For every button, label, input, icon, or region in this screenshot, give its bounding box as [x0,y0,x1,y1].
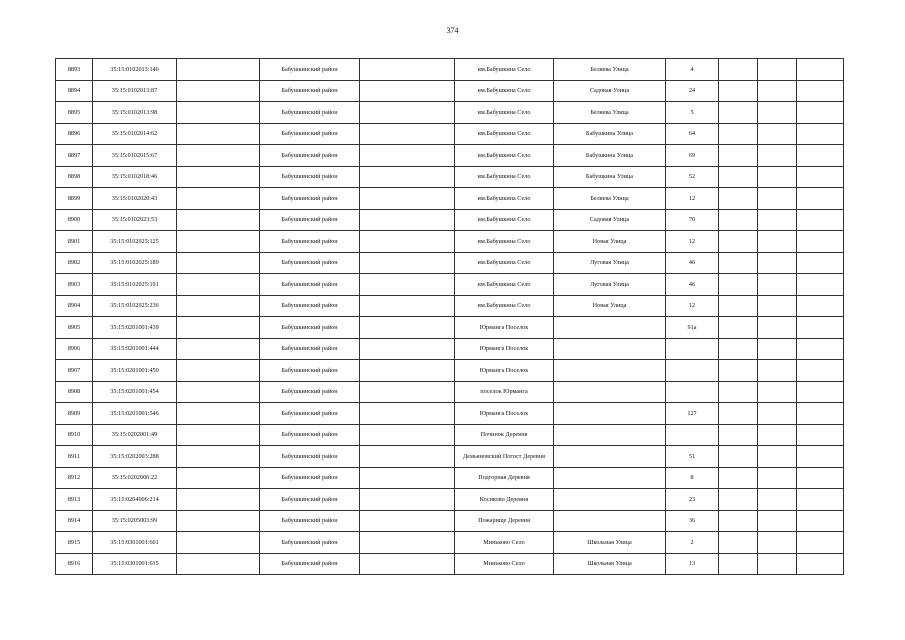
settlement-cell: им.Бабушкина Село [455,145,554,167]
house-number-cell: 70 [666,209,719,231]
settlement-cell: Косиково Деревня [455,489,554,511]
empty-cell [719,338,758,360]
empty-cell [797,295,844,317]
row-number-cell: 8908 [56,381,93,403]
empty-cell [758,252,797,274]
settlement-cell: Юрманга Поселок [455,403,554,425]
street-cell: Школьная Улица [554,553,666,575]
empty-cell [360,532,455,554]
empty-cell [177,295,260,317]
empty-cell [719,252,758,274]
table-row [56,532,844,554]
street-cell [554,510,666,532]
empty-cell [360,381,455,403]
empty-cell [758,317,797,339]
empty-cell [758,532,797,554]
empty-cell [177,424,260,446]
house-number-cell: 51 [666,446,719,468]
table-row [56,403,844,425]
row-number-cell: 8906 [56,338,93,360]
empty-cell [758,231,797,253]
empty-cell [719,424,758,446]
empty-cell [758,295,797,317]
table-row [56,489,844,511]
table-row [56,317,844,339]
house-number-cell: 52 [666,166,719,188]
cadastral-number-cell: 35:15:0301001:615 [93,553,177,575]
empty-cell [360,424,455,446]
row-number-cell: 8911 [56,446,93,468]
empty-cell [797,317,844,339]
settlement-cell: им.Бабушкина Село [455,231,554,253]
row-number-cell: 8901 [56,231,93,253]
settlement-cell: им.Бабушкина Село [455,102,554,124]
cadastral-number-cell: 35:15:0301001:601 [93,532,177,554]
house-number-cell: 46 [666,274,719,296]
empty-cell [797,80,844,102]
empty-cell [177,123,260,145]
empty-cell [758,274,797,296]
row-number-cell: 8898 [56,166,93,188]
cadastral-number-cell: 35:15:0201001:546 [93,403,177,425]
settlement-cell: им.Бабушкина Село [455,188,554,210]
street-cell: Школьная Улица [554,532,666,554]
empty-cell [177,145,260,167]
settlement-cell: Миньково Село [455,532,554,554]
cadastral-number-cell: 35:15:0205003:99 [93,510,177,532]
empty-cell [797,166,844,188]
row-number-cell: 8907 [56,360,93,382]
district-cell: Бабушкинский район [260,553,360,575]
empty-cell [719,489,758,511]
settlement-cell: Юрманга Поселок [455,317,554,339]
row-number-cell: 8900 [56,209,93,231]
house-number-cell: 12 [666,231,719,253]
empty-cell [719,403,758,425]
table-row [56,274,844,296]
cadastral-number-cell: 35:15:0201001:450 [93,360,177,382]
house-number-cell [666,360,719,382]
house-number-cell: 2 [666,532,719,554]
street-cell: Бабушкина Улица [554,123,666,145]
settlement-cell: им.Бабушкина Село [455,295,554,317]
empty-cell [360,360,455,382]
row-number-cell: 8916 [56,553,93,575]
empty-cell [758,510,797,532]
district-cell: Бабушкинский район [260,80,360,102]
house-number-cell: 127 [666,403,719,425]
street-cell: Садовая Улица [554,80,666,102]
empty-cell [177,252,260,274]
table-row [56,209,844,231]
cadastral-number-cell: 35:15:0102013:98 [93,102,177,124]
street-cell [554,424,666,446]
street-cell: Бабушкина Улица [554,145,666,167]
row-number-cell: 8905 [56,317,93,339]
row-number-cell: 8896 [56,123,93,145]
registry-table [55,58,844,575]
cadastral-number-cell: 35:15:0102020:43 [93,188,177,210]
empty-cell [797,188,844,210]
empty-cell [360,123,455,145]
empty-cell [177,166,260,188]
empty-cell [797,467,844,489]
empty-cell [719,532,758,554]
empty-cell [719,80,758,102]
table-row [56,252,844,274]
empty-cell [360,489,455,511]
empty-cell [758,188,797,210]
settlement-cell: Пожарище Деревня [455,510,554,532]
street-cell: Беляева Улица [554,188,666,210]
table-row [56,381,844,403]
empty-cell [177,446,260,468]
district-cell: Бабушкинский район [260,510,360,532]
empty-cell [797,360,844,382]
street-cell: Луговая Улица [554,252,666,274]
empty-cell [360,467,455,489]
table-row [56,188,844,210]
district-cell: Бабушкинский район [260,532,360,554]
street-cell: Беляева Улица [554,59,666,81]
cadastral-number-cell: 35:15:0202001:49 [93,424,177,446]
cadastral-number-cell: 35:15:0204006:214 [93,489,177,511]
empty-cell [177,274,260,296]
empty-cell [797,59,844,81]
settlement-cell: им.Бабушкина Село [455,123,554,145]
empty-cell [719,231,758,253]
district-cell: Бабушкинский район [260,338,360,360]
empty-cell [797,510,844,532]
cadastral-number-cell: 35:15:0102014:62 [93,123,177,145]
cadastral-number-cell: 35:15:0102013:146 [93,59,177,81]
empty-cell [797,338,844,360]
empty-cell [177,209,260,231]
empty-cell [360,553,455,575]
district-cell: Бабушкинский район [260,489,360,511]
row-number-cell: 8899 [56,188,93,210]
table-row [56,467,844,489]
empty-cell [360,166,455,188]
empty-cell [758,446,797,468]
empty-cell [360,446,455,468]
district-cell: Бабушкинский район [260,274,360,296]
empty-cell [177,553,260,575]
settlement-cell: Юрманга Поселок [455,360,554,382]
empty-cell [177,381,260,403]
empty-cell [797,381,844,403]
street-cell: Садовая Улица [554,209,666,231]
empty-cell [758,145,797,167]
cadastral-number-cell: 35:15:0102023:53 [93,209,177,231]
house-number-cell: 91а [666,317,719,339]
empty-cell [719,553,758,575]
empty-cell [758,59,797,81]
empty-cell [758,80,797,102]
empty-cell [177,360,260,382]
row-number-cell: 8902 [56,252,93,274]
table-row [56,553,844,575]
empty-cell [797,446,844,468]
empty-cell [758,403,797,425]
table-row [56,102,844,124]
empty-cell [719,510,758,532]
district-cell: Бабушкинский район [260,403,360,425]
empty-cell [719,145,758,167]
cadastral-number-cell: 35:15:0102025:191 [93,274,177,296]
cadastral-number-cell: 35:15:0102025:189 [93,252,177,274]
table-row [56,80,844,102]
house-number-cell: 36 [666,510,719,532]
cadastral-number-cell: 35:15:0202006:22 [93,467,177,489]
house-number-cell: 4 [666,59,719,81]
empty-cell [797,532,844,554]
empty-cell [797,123,844,145]
empty-cell [797,145,844,167]
row-number-cell: 8915 [56,532,93,554]
empty-cell [797,102,844,124]
row-number-cell: 8897 [56,145,93,167]
empty-cell [360,231,455,253]
empty-cell [758,424,797,446]
empty-cell [719,317,758,339]
settlement-cell: им.Бабушкина Село [455,274,554,296]
empty-cell [177,80,260,102]
house-number-cell [666,424,719,446]
street-cell: Беляева Улица [554,102,666,124]
table-row [56,59,844,81]
empty-cell [758,209,797,231]
empty-cell [758,360,797,382]
empty-cell [758,123,797,145]
empty-cell [360,274,455,296]
row-number-cell: 8903 [56,274,93,296]
empty-cell [758,102,797,124]
empty-cell [719,209,758,231]
settlement-cell: Миньково Село [455,553,554,575]
row-number-cell: 8912 [56,467,93,489]
table-row [56,510,844,532]
row-number-cell: 8910 [56,424,93,446]
district-cell: Бабушкинский район [260,467,360,489]
empty-cell [177,467,260,489]
empty-cell [360,59,455,81]
empty-cell [797,489,844,511]
cadastral-number-cell: 35:15:0102018:46 [93,166,177,188]
row-number-cell: 8914 [56,510,93,532]
table-row [56,231,844,253]
empty-cell [177,510,260,532]
street-cell [554,381,666,403]
district-cell: Бабушкинский район [260,209,360,231]
settlement-cell: им.Бабушкина Село [455,209,554,231]
empty-cell [360,338,455,360]
empty-cell [758,489,797,511]
house-number-cell: 23 [666,489,719,511]
empty-cell [719,381,758,403]
settlement-cell: Подгорная Деревня [455,467,554,489]
district-cell: Бабушкинский район [260,252,360,274]
empty-cell [360,403,455,425]
table-row [56,424,844,446]
cadastral-number-cell: 35:15:0201001:454 [93,381,177,403]
house-number-cell: 12 [666,188,719,210]
settlement-cell: им.Бабушкина Село [455,166,554,188]
house-number-cell [666,381,719,403]
empty-cell [360,145,455,167]
street-cell [554,446,666,468]
empty-cell [177,532,260,554]
table-row [56,295,844,317]
empty-cell [719,102,758,124]
empty-cell [758,553,797,575]
district-cell: Бабушкинский район [260,295,360,317]
empty-cell [719,59,758,81]
house-number-cell: 24 [666,80,719,102]
empty-cell [797,424,844,446]
empty-cell [360,317,455,339]
house-number-cell: 13 [666,553,719,575]
empty-cell [177,317,260,339]
empty-cell [360,295,455,317]
house-number-cell: 64 [666,123,719,145]
empty-cell [797,252,844,274]
house-number-cell: 8 [666,467,719,489]
street-cell [554,360,666,382]
table-row [56,446,844,468]
street-cell [554,403,666,425]
district-cell: Бабушкинский район [260,231,360,253]
cadastral-number-cell: 35:15:0201001:439 [93,317,177,339]
empty-cell [758,338,797,360]
empty-cell [177,231,260,253]
district-cell: Бабушкинский район [260,102,360,124]
cadastral-number-cell: 35:15:0102025:125 [93,231,177,253]
street-cell [554,489,666,511]
empty-cell [719,467,758,489]
empty-cell [360,209,455,231]
empty-cell [360,102,455,124]
street-cell [554,317,666,339]
cadastral-number-cell: 35:15:0102013:87 [93,80,177,102]
empty-cell [797,209,844,231]
house-number-cell [666,338,719,360]
registry-body [56,59,844,575]
table-row [56,123,844,145]
street-cell [554,467,666,489]
empty-cell [177,102,260,124]
house-number-cell: 12 [666,295,719,317]
empty-cell [719,446,758,468]
district-cell: Бабушкинский район [260,381,360,403]
empty-cell [719,295,758,317]
cadastral-number-cell: 35:15:0102015:67 [93,145,177,167]
district-cell: Бабушкинский район [260,317,360,339]
settlement-cell: Починок Деревня [455,424,554,446]
empty-cell [758,467,797,489]
district-cell: Бабушкинский район [260,446,360,468]
page-number: 374 [446,26,459,35]
table-row [56,145,844,167]
district-cell: Бабушкинский район [260,360,360,382]
empty-cell [797,553,844,575]
row-number-cell: 8894 [56,80,93,102]
cadastral-number-cell: 35:15:0102025:236 [93,295,177,317]
empty-cell [360,80,455,102]
row-number-cell: 8904 [56,295,93,317]
table-row [56,338,844,360]
empty-cell [758,166,797,188]
street-cell: Новая Улица [554,295,666,317]
empty-cell [719,274,758,296]
empty-cell [360,510,455,532]
house-number-cell: 46 [666,252,719,274]
settlement-cell: им.Бабушкина Село [455,59,554,81]
house-number-cell: 69 [666,145,719,167]
settlement-cell: Юрманга Поселок [455,338,554,360]
district-cell: Бабушкинский район [260,424,360,446]
street-cell: Бабушкина Улица [554,166,666,188]
district-cell: Бабушкинский район [260,59,360,81]
empty-cell [177,59,260,81]
district-cell: Бабушкинский район [260,123,360,145]
empty-cell [719,166,758,188]
street-cell: Новая Улица [554,231,666,253]
empty-cell [177,188,260,210]
row-number-cell: 8893 [56,59,93,81]
table-row [56,166,844,188]
empty-cell [719,360,758,382]
empty-cell [177,403,260,425]
settlement-cell: им.Бабушкина Село [455,252,554,274]
empty-cell [719,123,758,145]
settlement-cell: Демьяновский Погост Деревня [455,446,554,468]
street-cell: Луговая Улица [554,274,666,296]
empty-cell [797,231,844,253]
empty-cell [360,188,455,210]
empty-cell [177,489,260,511]
empty-cell [719,188,758,210]
row-number-cell: 8895 [56,102,93,124]
empty-cell [758,381,797,403]
empty-cell [360,252,455,274]
house-number-cell: 5 [666,102,719,124]
table-row [56,360,844,382]
cadastral-number-cell: 35:15:0202003:288 [93,446,177,468]
street-cell [554,338,666,360]
cadastral-number-cell: 35:15:0201001:444 [93,338,177,360]
row-number-cell: 8909 [56,403,93,425]
settlement-cell: им.Бабушкина Село [455,80,554,102]
row-number-cell: 8913 [56,489,93,511]
empty-cell [177,338,260,360]
empty-cell [797,403,844,425]
district-cell: Бабушкинский район [260,145,360,167]
empty-cell [797,274,844,296]
district-cell: Бабушкинский район [260,188,360,210]
settlement-cell: поселок Юрманга [455,381,554,403]
district-cell: Бабушкинский район [260,166,360,188]
